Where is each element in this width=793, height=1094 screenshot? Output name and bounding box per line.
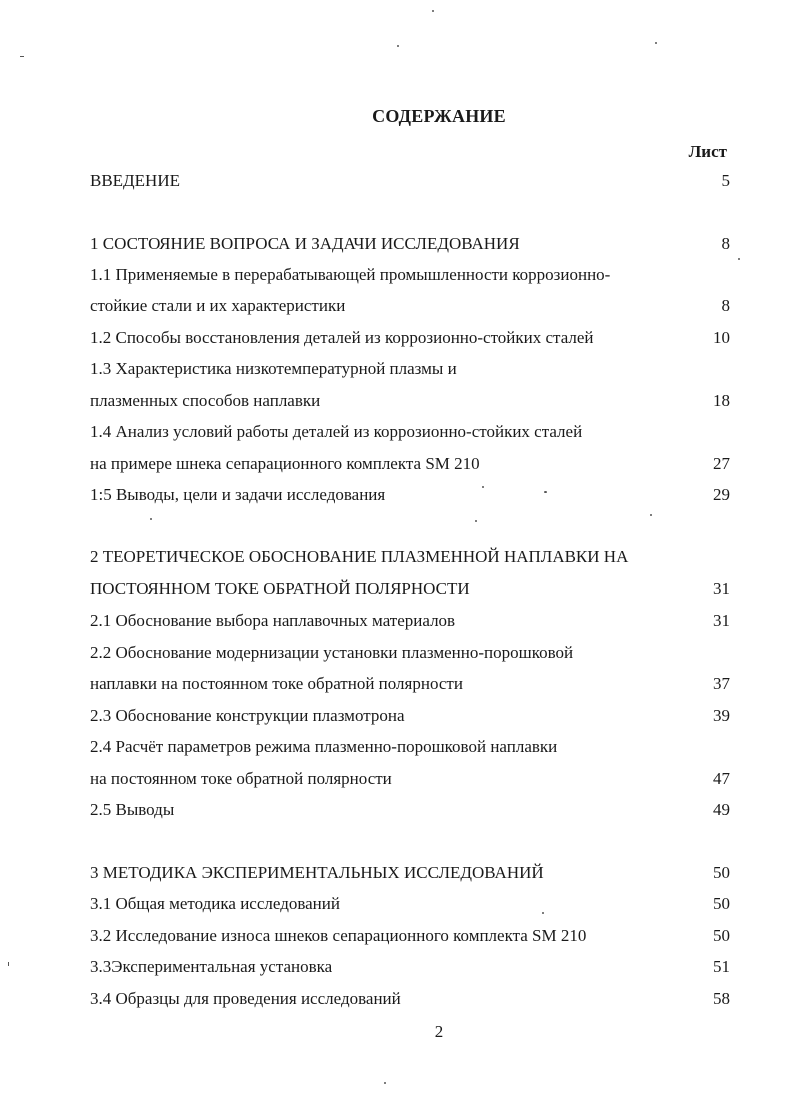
toc-entry	[90, 453, 730, 475]
toc-entry-page: 27	[713, 454, 730, 473]
scan-speck	[150, 518, 152, 520]
toc-entry	[90, 610, 730, 632]
toc-entry-page: 49	[713, 800, 730, 819]
toc-entry-text: 2.5 Выводы	[90, 800, 175, 819]
toc-entry-page: 31	[713, 611, 730, 630]
toc-entry-page: 50	[713, 863, 730, 882]
toc-entry-text: 1.1 Применяемые в перерабатывающей промышленности коррозионно-	[90, 265, 611, 284]
toc-entry	[90, 264, 730, 286]
scan-speck	[542, 912, 544, 914]
toc-entry-text: на примере шнека сепарационного комплекта SM 210	[90, 454, 480, 473]
toc-entry-page: 8	[721, 296, 730, 315]
toc-entry-text: 1.2 Способы восстановления деталей из коррозионно-стойких сталей	[90, 328, 594, 347]
toc-entry	[90, 233, 730, 255]
toc-entry	[90, 327, 730, 349]
toc-entry	[90, 862, 730, 884]
scan-speck	[20, 56, 24, 57]
toc-entry	[90, 170, 730, 192]
toc-entry-page: 51	[713, 957, 730, 976]
toc-entry-text: 1:5 Выводы, цели и задачи исследования	[90, 485, 386, 504]
scan-speck	[384, 1082, 386, 1084]
toc-entry	[90, 358, 730, 380]
toc-entry-text: 1.4 Анализ условий работы деталей из коррозионно-стойких сталей	[90, 422, 583, 441]
toc-entry-text: 2.1 Обоснование выбора наплавочных материалов	[90, 611, 456, 630]
toc-entry-page: 58	[713, 989, 730, 1008]
toc-entry	[90, 642, 730, 664]
toc-entry-page: 31	[713, 579, 730, 598]
toc-entry-text: 2 ТЕОРЕТИЧЕСКОЕ ОБОСНОВАНИЕ ПЛАЗМЕННОЙ НАПЛАВКИ НА	[90, 547, 629, 566]
scan-speck	[655, 42, 657, 44]
scan-speck	[397, 45, 399, 47]
toc-entry-page: 37	[713, 674, 730, 693]
toc-entry	[90, 578, 730, 600]
toc-entry	[90, 673, 730, 695]
toc-entry	[90, 736, 730, 758]
toc-entry-page: 50	[713, 926, 730, 945]
page-number: 2	[434, 1022, 444, 1041]
toc-entry-page: 5	[721, 171, 730, 190]
toc-entry	[90, 893, 730, 915]
scan-speck	[8, 962, 9, 966]
toc-entry-text: 3.1 Общая методика исследований	[90, 894, 340, 913]
toc-entry	[90, 295, 730, 317]
toc-entry	[90, 546, 730, 568]
toc-entry	[90, 421, 730, 443]
toc-entry-text: 3.2 Исследование износа шнеков сепарационного комплекта SM 210	[90, 926, 587, 945]
toc-entry-text: плазменных способов наплавки	[90, 391, 321, 410]
toc-entry-text: на постоянном токе обратной полярности	[90, 769, 392, 788]
scan-speck	[482, 486, 484, 488]
toc-entry	[90, 988, 730, 1010]
toc-entry-page: 29	[713, 485, 730, 504]
toc-entry-text: 3.4 Образцы для проведения исследований	[90, 989, 401, 1008]
toc-entry-page: 8	[721, 234, 730, 253]
toc-entry-text: ПОСТОЯННОМ ТОКЕ ОБРАТНОЙ ПОЛЯРНОСТИ	[90, 579, 470, 598]
toc-entry-text: 2.3 Обоснование конструкции плазмотрона	[90, 706, 405, 725]
toc-entry-text: ВВЕДЕНИЕ	[90, 171, 180, 190]
toc-entry-text: 2.4 Расчёт параметров режима плазменно-порошковой наплавки	[90, 737, 558, 756]
scan-speck	[432, 10, 434, 12]
toc-entry-text: стойкие стали и их характеристики	[90, 296, 346, 315]
toc-entry	[90, 390, 730, 412]
toc-entry-text: 2.2 Обоснование модернизации установки плазменно-порошковой	[90, 643, 574, 662]
scan-speck	[544, 491, 547, 493]
toc-entry-page: 18	[713, 391, 730, 410]
toc-entry-page: 10	[713, 328, 730, 347]
toc-entry	[90, 956, 730, 978]
page-title: СОДЕРЖАНИЕ	[372, 106, 506, 126]
toc-entry	[90, 768, 730, 790]
toc-entry-text: наплавки на постоянном токе обратной полярности	[90, 674, 463, 693]
toc-entry-page: 39	[713, 706, 730, 725]
toc-entry	[90, 799, 730, 821]
toc-entry-page: 50	[713, 894, 730, 913]
toc-entry	[90, 705, 730, 727]
scan-speck	[650, 514, 652, 516]
toc-entry	[90, 925, 730, 947]
sheet-column-label: Лист	[688, 142, 727, 161]
scan-speck	[475, 520, 477, 522]
scan-speck	[738, 258, 740, 260]
toc-entry	[90, 484, 730, 506]
toc-entry-page: 47	[713, 769, 730, 788]
toc-entry-text: 1 СОСТОЯНИЕ ВОПРОСА И ЗАДАЧИ ИССЛЕДОВАНИЯ	[90, 234, 520, 253]
toc-entry-text: 3.3Экспериментальная установка	[90, 957, 333, 976]
toc-entry-text: 1.3 Характеристика низкотемпературной плазмы и	[90, 359, 457, 378]
toc-entry-text: 3 МЕТОДИКА ЭКСПЕРИМЕНТАЛЬНЫХ ИССЛЕДОВАНИЙ	[90, 863, 544, 882]
